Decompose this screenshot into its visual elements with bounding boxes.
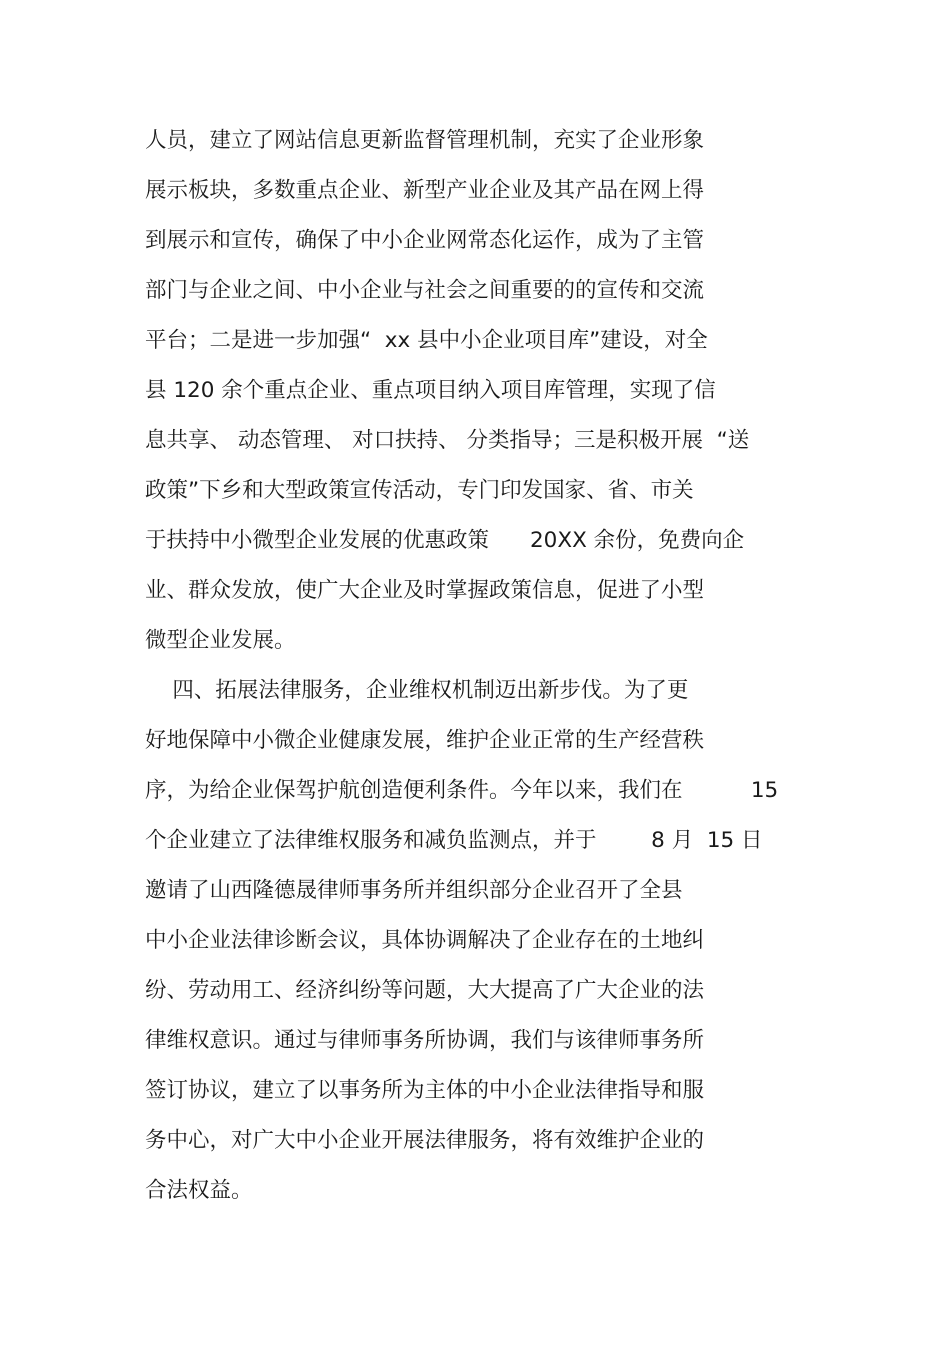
- text-line: 中小企业法律诊断会议，具体协调解决了企业存在的土地纠: [145, 928, 705, 953]
- text-line: 人员，建立了网站信息更新监督管理机制，充实了企业形象: [145, 128, 705, 153]
- text-line: 部门与企业之间、中小企业与社会之间重要的的宣传和交流: [145, 278, 705, 303]
- text-line: 邀请了山西隆德晟律师事务所并组织部分企业召开了全县: [145, 878, 683, 903]
- text-line: 县 120 余个重点企业、重点项目纳入项目库管理，实现了信: [145, 378, 716, 403]
- text-line: 律维权意识。通过与律师事务所协调，我们与该律师事务所: [145, 1028, 705, 1053]
- paragraph-start-line: 四、拓展法律服务，企业维权机制迈出新步伐。为了更: [145, 678, 689, 703]
- text-line: 签订协议，建立了以事务所为主体的中小企业法律指导和服: [145, 1078, 705, 1103]
- text-line: 务中心，对广大中小企业开展法律服务，将有效维护企业的: [145, 1128, 705, 1153]
- text-line: 平台；二是进一步加强“ xx 县中小企业项目库”建设，对全: [145, 328, 708, 353]
- text-line: 业、群众发放，使广大企业及时掌握政策信息，促进了小型: [145, 578, 705, 603]
- text-line: 序，为给企业保驾护航创造便利条件。今年以来，我们在 15: [145, 778, 779, 803]
- text-line: 纷、劳动用工、经济纠纷等问题，大大提高了广大企业的法: [145, 978, 705, 1003]
- text-line: 到展示和宣传，确保了中小企业网常态化运作，成为了主管: [145, 228, 705, 253]
- text-line: 息共享、 动态管理、 对口扶持、 分类指导；三是积极开展 “送: [145, 428, 750, 453]
- text-line: 于扶持中小微型企业发展的优惠政策 20XX 余份，免费向企: [145, 528, 745, 553]
- text-line: 合法权益。: [145, 1178, 253, 1203]
- text-line: 政策”下乡和大型政策宣传活动，专门印发国家、省、市关: [145, 478, 694, 503]
- text-line: 好地保障中小微企业健康发展，维护企业正常的生产经营秩: [145, 728, 705, 753]
- text-line: 个企业建立了法律维权服务和减负监测点，并于 8 月 15 日: [145, 828, 763, 853]
- text-line: 微型企业发展。: [145, 628, 296, 653]
- text-line: 展示板块，多数重点企业、新型产业企业及其产品在网上得: [145, 178, 705, 203]
